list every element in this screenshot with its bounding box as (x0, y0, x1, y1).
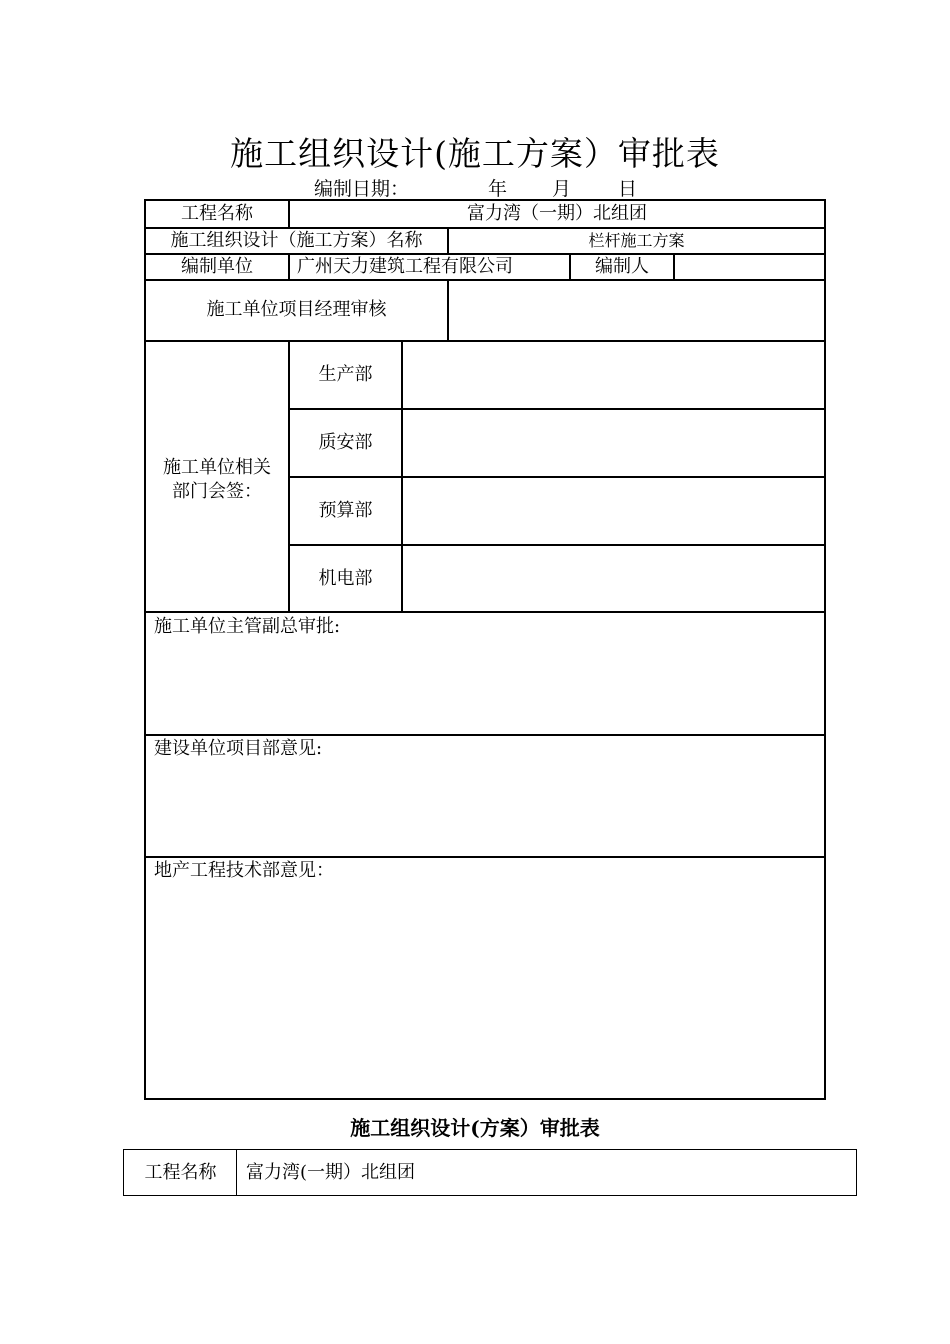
design-name-label: 施工组织设计（施工方案）名称 (170, 230, 423, 251)
table-rule (288, 253, 290, 280)
second-project-name-value[interactable]: 富力湾(一期）北组团 (246, 1162, 416, 1183)
client-opinion-label: 建设单位项目部意见: (154, 738, 323, 759)
design-name-value[interactable]: 栏杆施工方案 (588, 231, 685, 250)
table-rule (144, 611, 826, 613)
table-rule (144, 856, 826, 858)
table-rule (289, 408, 826, 410)
dept-mep-sign-field[interactable] (404, 547, 824, 610)
dept-budget-label: 预算部 (318, 500, 373, 521)
date-year-label: 年 (488, 178, 508, 200)
dept-production-sign-field[interactable] (404, 343, 824, 407)
compile-unit-value[interactable]: 广州天力建筑工程有限公司 (297, 256, 513, 277)
project-name-label: 工程名称 (181, 203, 253, 224)
project-name-value[interactable]: 富力湾（一期）北组团 (467, 203, 647, 224)
date-month-label: 月 (552, 178, 572, 200)
client-opinion-field[interactable] (150, 764, 822, 852)
dept-sign-label-line1: 施工单位相关 (163, 457, 271, 478)
pm-review-label: 施工单位项目经理审核 (206, 299, 387, 320)
table-rule (289, 476, 826, 478)
date-label: 编制日期： (314, 178, 410, 200)
table-rule (144, 253, 826, 255)
form-title: 施工组织设计(施工方案）审批表 (230, 134, 720, 173)
dept-production-label: 生产部 (318, 364, 373, 385)
pm-review-field[interactable] (450, 282, 824, 339)
dept-sign-label-line2: 部门会签： (172, 481, 262, 503)
dept-budget-sign-field[interactable] (404, 479, 824, 543)
author-value[interactable] (677, 258, 823, 278)
table-rule (236, 1149, 237, 1196)
author-label: 编制人 (595, 256, 649, 277)
vp-approval-label: 施工单位主管副总审批: (154, 616, 341, 637)
dept-mep-label: 机电部 (318, 568, 373, 589)
vp-approval-field[interactable] (150, 642, 822, 730)
tech-dept-opinion-field[interactable] (150, 886, 822, 1094)
second-form-title: 施工组织设计(方案）审批表 (350, 1116, 600, 1140)
table-rule (401, 340, 403, 612)
table-rule (673, 253, 675, 280)
table-rule (144, 734, 826, 736)
table-rule (447, 279, 449, 341)
dept-sign-label (146, 456, 288, 505)
table-rule (144, 227, 826, 229)
date-day-label: 日 (618, 178, 638, 200)
second-project-name-label: 工程名称 (144, 1162, 217, 1183)
table-rule (144, 340, 826, 342)
compile-unit-label: 编制单位 (181, 256, 253, 277)
dept-safety-label: 质安部 (318, 432, 373, 453)
dept-safety-sign-field[interactable] (404, 411, 824, 475)
table-rule (144, 279, 826, 281)
table-rule (289, 544, 826, 546)
tech-dept-opinion-label: 地产工程技术部意见： (154, 860, 334, 881)
